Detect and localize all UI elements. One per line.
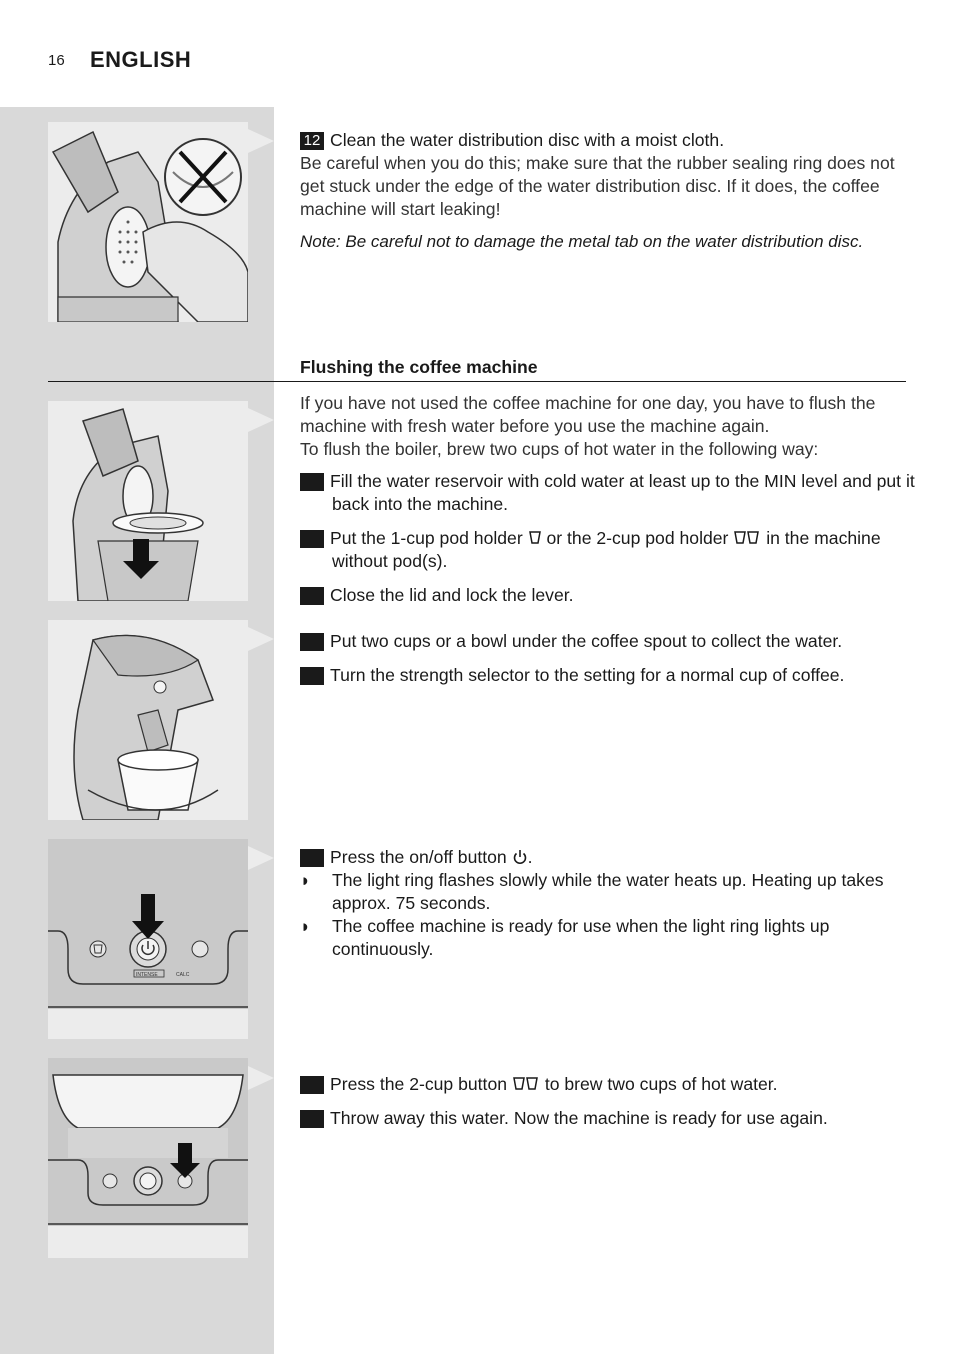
step-text: Put the 1-cup pod holder — [330, 528, 523, 548]
figure-cup-under-spout — [48, 620, 248, 820]
step-text: Throw away this water. Now the machine is ready for use again. — [330, 1108, 828, 1128]
step-text: Close the lid and lock the lever. — [330, 585, 574, 605]
step-text: to brew two cups of hot water. — [544, 1074, 778, 1094]
step-text: Clean the water distribution disc with a moist cloth. — [330, 130, 725, 150]
step-5 — [291, 664, 932, 687]
bullet-icon: ◗ — [300, 870, 311, 890]
figure-clean-disc — [48, 122, 248, 322]
step-3 — [291, 584, 932, 607]
figure-pointer — [248, 129, 274, 153]
step-text: in the machine without pod(s). — [332, 528, 881, 571]
figure-pod-holder — [48, 401, 248, 601]
step-2 — [291, 527, 932, 573]
intro-paragraph: If you have not used the coffee machine for one day, you have to flush the machine with fresh water before you use the machine again. — [300, 393, 876, 436]
step-1 — [291, 470, 932, 516]
step-number: 7 — [300, 1076, 324, 1094]
panel-label-right: CALC — [176, 972, 190, 978]
step-6 — [291, 846, 932, 869]
step-7 — [291, 1073, 932, 1096]
bullet-text: The light ring flashes slowly while the water heats up. Heating up takes approx. 75 seconds. — [332, 870, 884, 913]
section-rule — [48, 381, 906, 382]
bullet-item — [300, 869, 900, 915]
step-number: 5 — [300, 667, 324, 685]
figure-pointer — [248, 846, 274, 870]
panel-label-left: INTENSE — [136, 972, 158, 978]
bullet-text: The coffee machine is ready for use when the light ring lights up continuously. — [332, 916, 830, 959]
power-icon — [512, 849, 528, 865]
step-number: 6 — [300, 849, 324, 867]
figure-pointer — [248, 627, 274, 651]
step-12 — [300, 129, 900, 152]
step-number: 8 — [300, 1110, 324, 1128]
page-number: 16 — [48, 52, 65, 69]
figure-pointer — [248, 408, 274, 432]
step-number: 12 — [300, 132, 324, 150]
step-4 — [291, 630, 932, 653]
note-text: Note: Be careful not to damage the metal tab on the water distribution disc. — [300, 232, 864, 251]
step-text-end: . — [527, 847, 533, 867]
intro-paragraph-2: To flush the boiler, brew two cups of hot water in the following way: — [300, 439, 819, 459]
step-text: or the 2-cup pod holder — [546, 528, 729, 548]
2-cup-icon — [733, 530, 761, 546]
bullet-item — [300, 915, 900, 961]
step-8 — [291, 1107, 932, 1130]
step-number: 4 — [300, 633, 324, 651]
caution-paragraph: Be careful when you do this; make sure that the rubber sealing ring does not get stuck under the edge of the water distribution disc. If it does, the coffee machine will start leaking! — [300, 153, 895, 219]
figure-2-cup-button — [48, 1058, 248, 1258]
step-number: 1 — [300, 473, 324, 491]
1-cup-icon — [528, 530, 542, 546]
language-heading: ENGLISH — [90, 47, 192, 72]
step-text: Put two cups or a bowl under the coffee spout to collect the water. — [330, 631, 843, 651]
bullet-icon: ◗ — [300, 916, 311, 936]
figure-power-button — [48, 839, 248, 1039]
step-text: Press the 2-cup button — [330, 1074, 508, 1094]
step-text: Turn the strength selector to the setting for a normal cup of coffee. — [330, 665, 845, 685]
step-text: Fill the water reservoir with cold water at least up to the MIN level and put it back into the machine. — [330, 471, 915, 514]
step-text: Press the on/off button — [330, 847, 507, 867]
section-heading: Flushing the coffee machine — [300, 357, 538, 377]
2-cup-icon — [512, 1076, 540, 1092]
step-number: 2 — [300, 530, 324, 548]
step-number: 3 — [300, 587, 324, 605]
figure-pointer — [248, 1066, 274, 1090]
